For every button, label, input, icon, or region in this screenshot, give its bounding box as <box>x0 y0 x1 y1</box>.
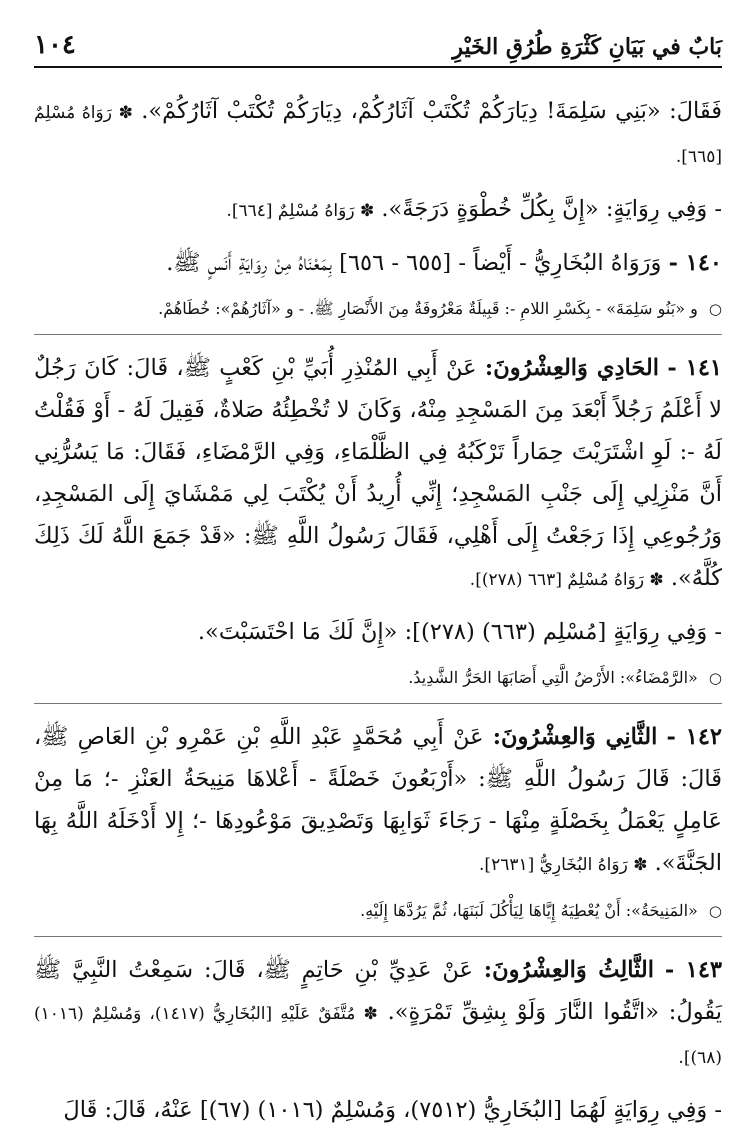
hadith-text: عَنْ أَبِي مُحَمَّدٍ عَبْدِ اللَّهِ بْنِ عَمْرِو بْنِ العَاصِ ﷺ، قَالَ: قَالَ رَسُولُ اللَّهِ ﷺ: «أَرْبَعُونَ خَصْلَةً - أَعْلاهَا مَنِيحَةُ العَنْزِ -؛ مَا مِنْ عَامِلٍ يَعْمَلُ بِخَصْلَةٍ مِنْهَا - رَجَاءَ ثَوَابِهَا وَتَصْدِيقَ مَوْعُودِهَا -؛ إِلا أَدْخَلَهُ اللَّهُ بِهَا الجَنَّةَ». <box>34 724 722 876</box>
narration-variant: - وَفِي رِوَايَةٍ: «إِنَّ بِكُلِّ خُطْوَةٍ دَرَجَةً». <box>381 196 722 222</box>
hadith-text: وَرَوَاهُ البُخَارِيُّ - أَيْضاً - [٦٥٥ - ٦٥٦] بِمَعْنَاهُ مِنْ رِوَايَةِ أَنَسٍ ﷺ. <box>166 250 662 276</box>
page-header <box>34 20 722 68</box>
source-reference: ✽ مُتَّفَقٌ عَلَيْهِ [البُخَارِيُّ (١٤١٧)، وَمُسْلِمٌ (١٠١٦) (٦٨)]. <box>34 1004 722 1068</box>
hadith-143 <box>34 949 722 1079</box>
narration-variant: - وَفِي رِوَايَةٍ لَهُمَا [البُخَارِيُّ (٧٥١٢)، وَمُسْلِمٌ (١٠١٦) (٦٧)] عَنْهُ، قَالَ: قَالَ <box>63 1097 722 1123</box>
hadith-140 <box>34 242 722 284</box>
source-reference: ✽ رَوَاهُ مُسْلِمٌ [٦٦٣ (٢٧٨)]. <box>469 570 664 590</box>
source-reference: ✽ رَوَاهُ البُخَارِيُّ [٢٦٣١]. <box>479 855 648 875</box>
paragraph-2 <box>34 188 722 232</box>
gloss-text: و «بَنُو سَلِمَةَ» - بِكَسْرِ اللامِ -: قَبِيلَةٌ مَعْرُوفَةٌ مِنَ الأَنْصَارِ ﷺ. - و «آثَارُهُمْ»: خُطَاهُمْ. <box>158 299 698 318</box>
hadith-number: ١٤٢ - <box>666 724 723 750</box>
source-reference: ✽ رَوَاهُ مُسْلِمٌ [٦٦٤]. <box>226 201 375 221</box>
hadith-title: الحَادِي وَالعِشْرُونَ: <box>484 355 660 381</box>
gloss-142 <box>34 896 722 937</box>
hadith-141 <box>34 347 722 601</box>
hadith-number: ١٤١ - <box>667 355 723 381</box>
gloss-140 <box>34 294 722 335</box>
hadith-number: ١٤٠ - <box>668 250 722 276</box>
gloss-text: «الرَّمْضَاءُ»: الأَرْضُ الَّتِي أَصَابَهَا الحَرُّ الشَّدِيدُ. <box>408 668 698 687</box>
hadith-title: الثَّالِثُ وَالعِشْرُونَ: <box>483 957 655 983</box>
hadith-142 <box>34 716 722 886</box>
hadith-text: عَنْ أَبِي المُنْذِرِ أُبَيِّ بْنِ كَعْبٍ ﷺ، قَالَ: كَانَ رَجُلٌ لا أَعْلَمُ رَجُلاً أَبْعَدَ مِنَ المَسْجِدِ مِنْهُ، وَكَانَ لا تُخْطِئُهُ صَلاةٌ، فَقِيلَ لَهُ - أَوْ فَقُلْتُ لَهُ -: لَوِ اشْتَرَيْتَ حِمَاراً تَرْكَبُهُ فِي الظَّلْمَاءِ، وَفِي الرَّمْضَاءِ، فَقَالَ: مَا يَسُرُّنِي أَنَّ مَنْزِلِي إِلَى جَنْبِ المَسْجِدِ؛ إِنِّي أُرِيدُ أَنْ يُكْتَبَ لِي مَمْشَايَ إِلَى المَسْجِدِ، وَرُجُوعِي إِذَا رَجَعْتُ إِلَى أَهْلِي، فَقَالَ رَسُولُ اللَّهِ ﷺ: «قَدْ جَمَعَ اللَّهُ لَكَ ذَلِكَ كُلَّهُ». <box>34 355 722 591</box>
running-title: بَابٌ في بَيَانِ كَثْرَةِ طُرُقِ الخَيْرِ <box>452 34 722 60</box>
gloss-141 <box>34 663 722 704</box>
hadith-number: ١٤٣ - <box>664 957 722 983</box>
circle-bullet-icon: ○ <box>708 902 722 920</box>
circle-bullet-icon: ○ <box>708 300 722 318</box>
page-content <box>34 68 722 1131</box>
hadith-text: عَنْ عَدِيِّ بْنِ حَاتِمٍ ﷺ، قَالَ: سَمِعْتُ النَّبِيَّ ﷺ يَقُولُ: «اتَّقُوا النَّارَ وَلَوْ بِشِقِّ تَمْرَةٍ». <box>34 957 722 1025</box>
gloss-text: «المَنِيحَةُ»: أَنْ يُعْطِيَهُ إِيَّاهَا لِيَأْكُلَ لَبَنَهَا، ثُمَّ يَرُدَّهَا إِلَيْهِ. <box>360 901 698 920</box>
page-number: ١٠٤ <box>34 30 76 60</box>
narration-variant-143 <box>34 1089 722 1131</box>
hadith-title: الثَّانِي وَالعِشْرُونَ: <box>492 724 658 750</box>
narration-variant: - وَفِي رِوَايَةٍ [مُسْلِم (٦٦٣) (٢٧٨)]: «إِنَّ لَكَ مَا احْتَسَبْتَ». <box>197 619 722 645</box>
hadith-text: فَقَالَ: «بَنِي سَلِمَةَ! دِيَارَكُمْ تُكْتَبْ آثَارُكُمْ، دِيَارَكُمْ تُكْتَبْ آثَارُكُمْ». <box>141 98 722 124</box>
circle-bullet-icon: ○ <box>708 669 722 687</box>
source-reference: ✽ رَوَاهُ مُسْلِمٌ [٦٦٥]. <box>34 103 722 167</box>
paragraph-1 <box>34 90 722 178</box>
narration-variant-141 <box>34 611 722 653</box>
